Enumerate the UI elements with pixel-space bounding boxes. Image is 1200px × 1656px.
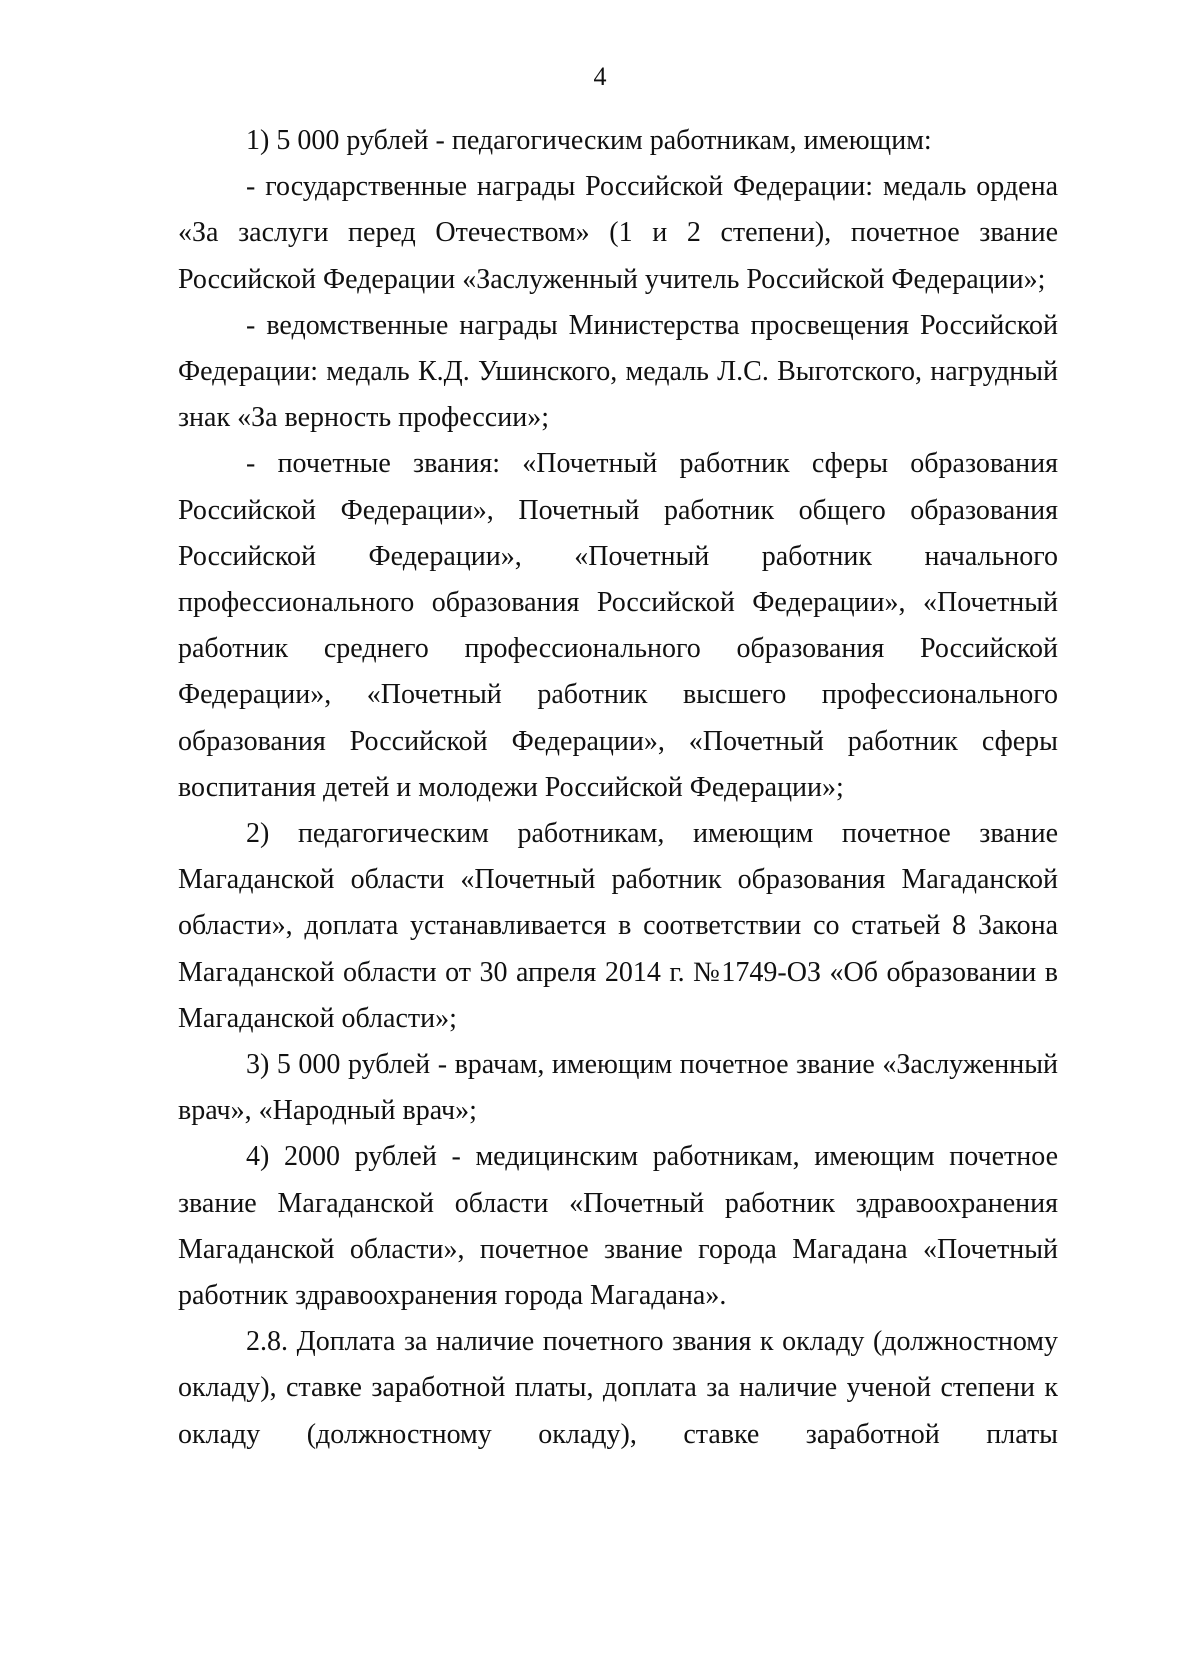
paragraph-item-3: 3) 5 000 рублей - врачам, имеющим почетное звание «Заслуженный врач», «Народный врач»; xyxy=(178,1049,1058,1127)
paragraph-state-awards: - государственные награды Российской Федерации: медаль ордена «За заслуги перед Отечеством» (1 и 2 степени), почетное звание Российской Федерации «Заслуженный учитель Российской Федерации»; xyxy=(178,171,1058,295)
paragraph-item-2: 2) педагогическим работникам, имеющим почетное звание Магаданской области «Почетный работник образования Магаданской области», доплата устанавливается в соответствии со статьей 8 Закона Магаданской области от 30 апреля 2014 г. №1749-ОЗ «Об образовании в Магаданской области»; xyxy=(178,818,1058,1034)
paragraph-item-4: 4) 2000 рублей - медицинским работникам, имеющим почетное звание Магаданской области «Почетный работник здравоохранения Магаданской области», почетное звание города Магадана «Почетный работник здравоохранения города Магадана». xyxy=(178,1141,1058,1312)
paragraph-departmental-awards: - ведомственные награды Министерства просвещения Российской Федерации: медаль К.Д. Ушинского, медаль Л.С. Выготского, нагрудный знак «За верность профессии»; xyxy=(178,309,1058,434)
page-number: 4 xyxy=(593,62,607,91)
paragraph-honorary-titles: - почетные звания: «Почетный работник сферы образования Российской Федерации», Почетный работник общего образования Российской Федерации», «Почетный работник начального профессионального образования Российской Федерации», «Почетный работник среднего профессионального образования Российской Федерации», «Почетный работник высшего профессионального образования Российской Федерации», «Почетный работник сферы воспитания детей и молодежи Российской Федерации»; xyxy=(178,448,1058,803)
document-body xyxy=(178,118,1058,1458)
paragraph-item-1: 1) 5 000 рублей - педагогическим работникам, имеющим: xyxy=(246,125,932,156)
paragraph-section-2-8: 2.8. Доплата за наличие почетного звания к окладу (должностному окладу), ставке заработной платы, доплата за наличие ученой степени к окладу (должностному окладу), ставке заработной платы xyxy=(178,1326,1058,1450)
